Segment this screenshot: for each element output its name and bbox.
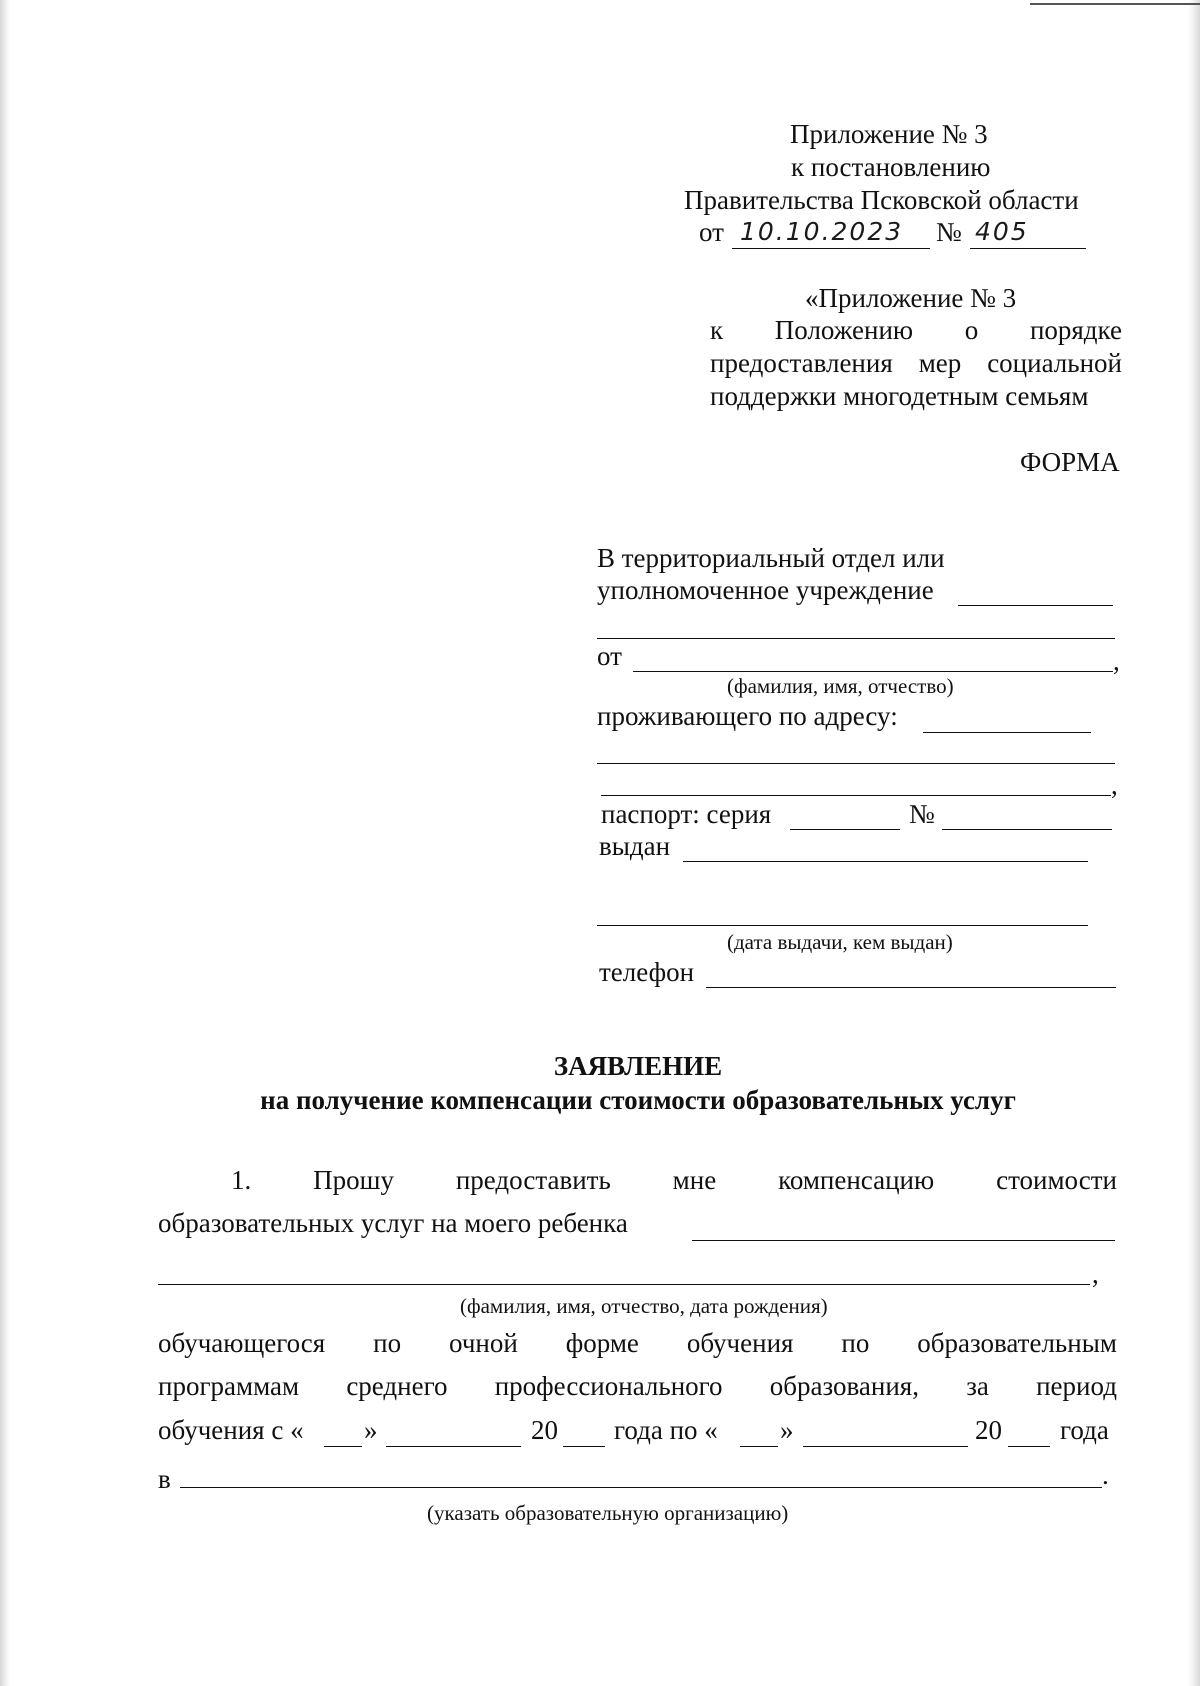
from-quote-close: » — [364, 1415, 378, 1445]
word: профессионального — [494, 1371, 723, 1401]
fio-comma: , — [1113, 646, 1120, 676]
phone-underline — [706, 987, 1116, 988]
child-underline — [692, 1240, 1115, 1241]
from-day-underline — [324, 1446, 362, 1447]
resolution-number: 405 — [975, 217, 1029, 246]
body-line1 — [231, 1164, 1117, 1196]
addressee-line1: В территориальный отдел или — [597, 543, 945, 573]
word: стоимости — [996, 1165, 1117, 1195]
passport-number-sign: № — [909, 799, 935, 829]
fio-hint: (фамилия, имя, отчество) — [727, 674, 954, 698]
from-month-underline — [386, 1446, 521, 1447]
word: порядке — [1029, 315, 1122, 345]
body-line2: образовательных услуг на моего ребенка — [158, 1208, 628, 1238]
to-quote-close: » — [780, 1415, 794, 1445]
to-month-underline — [803, 1446, 968, 1447]
child-comma: , — [1092, 1259, 1099, 1289]
word: период — [1036, 1371, 1117, 1401]
period-to-label: года по « — [614, 1415, 718, 1445]
word: среднего — [346, 1371, 448, 1401]
org-in-label: в — [158, 1464, 171, 1494]
word: форме — [565, 1328, 639, 1358]
annex-line2 — [710, 314, 1122, 346]
address-label: проживающего по адресу: — [597, 701, 898, 731]
number-underline — [970, 248, 1086, 249]
issued-label: выдан — [599, 831, 671, 861]
addressee-line2: уполномоченное учреждение — [597, 575, 934, 605]
government-name: Правительства Псковской области — [684, 185, 1079, 215]
application-subtitle: на получение компенсации стоимости образовательных услуг — [260, 1085, 1016, 1115]
annex-line4: поддержки многодетным семьям — [710, 381, 1089, 411]
word: по — [373, 1328, 402, 1358]
phone-label: телефон — [599, 957, 695, 987]
body-line3 — [158, 1327, 1117, 1359]
word: обучающегося — [158, 1328, 326, 1358]
scan-edge-top — [1030, 3, 1200, 5]
issue-hint: (дата выдачи, кем выдан) — [727, 930, 953, 954]
word: к — [710, 315, 724, 345]
address-underline-3 — [601, 795, 1111, 796]
to-year-word: года — [1060, 1415, 1109, 1445]
institution-underline — [958, 605, 1113, 606]
to-year-prefix: 20 — [975, 1415, 1002, 1445]
word: Прошу — [313, 1165, 394, 1195]
from-year-underline — [563, 1446, 605, 1447]
word: образования, — [769, 1371, 919, 1401]
word: предоставить — [455, 1165, 611, 1195]
to-resolution: к постановлению — [791, 152, 991, 182]
passport-number-underline — [942, 829, 1112, 830]
issued-underline — [683, 861, 1088, 862]
date-underline — [732, 248, 930, 249]
number-sign: № — [936, 217, 962, 247]
word: мне — [672, 1165, 717, 1195]
word: 1. — [231, 1165, 252, 1195]
scan-edge-right — [1188, 0, 1200, 1686]
issued-underline-2 — [597, 925, 1088, 926]
child-hint: (фамилия, имя, отчество, дата рождения) — [460, 1294, 828, 1318]
application-title: ЗАЯВЛЕНИЕ — [553, 1051, 723, 1081]
word: социальной — [987, 348, 1122, 378]
word: о — [964, 315, 979, 345]
resolution-date: 10.10.2023 — [740, 217, 904, 246]
period-from-label: обучения с « — [158, 1415, 304, 1445]
to-year-underline — [1008, 1446, 1050, 1447]
word: мер — [918, 348, 962, 378]
annex-line1: «Приложение № 3 — [805, 283, 1017, 313]
institution-underline-2 — [597, 638, 1115, 639]
child-underline-2 — [158, 1284, 1090, 1285]
word: очной — [449, 1328, 518, 1358]
to-day-underline — [740, 1446, 778, 1447]
form-label: ФОРМА — [1020, 447, 1120, 477]
org-hint: (указать образовательную организацию) — [427, 1501, 789, 1525]
from-year-prefix: 20 — [531, 1415, 558, 1445]
word: предоставления — [710, 348, 893, 378]
word: образовательным — [917, 1328, 1117, 1358]
address-underline — [923, 732, 1091, 733]
address-underline-2 — [597, 763, 1115, 764]
word: обучения — [686, 1328, 794, 1358]
annex-line3 — [710, 347, 1122, 379]
annex-number: Приложение № 3 — [790, 119, 988, 149]
body-line4 — [158, 1370, 1117, 1402]
word: компенсацию — [778, 1165, 935, 1195]
from-label: от — [699, 217, 724, 247]
word: по — [841, 1328, 870, 1358]
scan-edge-left — [0, 0, 10, 1686]
fio-underline — [633, 671, 1113, 672]
passport-series-label: паспорт: серия — [601, 799, 772, 829]
address-comma: , — [1111, 770, 1118, 800]
org-dot: . — [1102, 1460, 1109, 1490]
word: программам — [158, 1371, 300, 1401]
applicant-from-label: от — [597, 641, 622, 671]
word: Положению — [774, 315, 914, 345]
passport-series-underline — [790, 829, 900, 830]
org-underline — [180, 1487, 1102, 1488]
word: за — [966, 1371, 989, 1401]
